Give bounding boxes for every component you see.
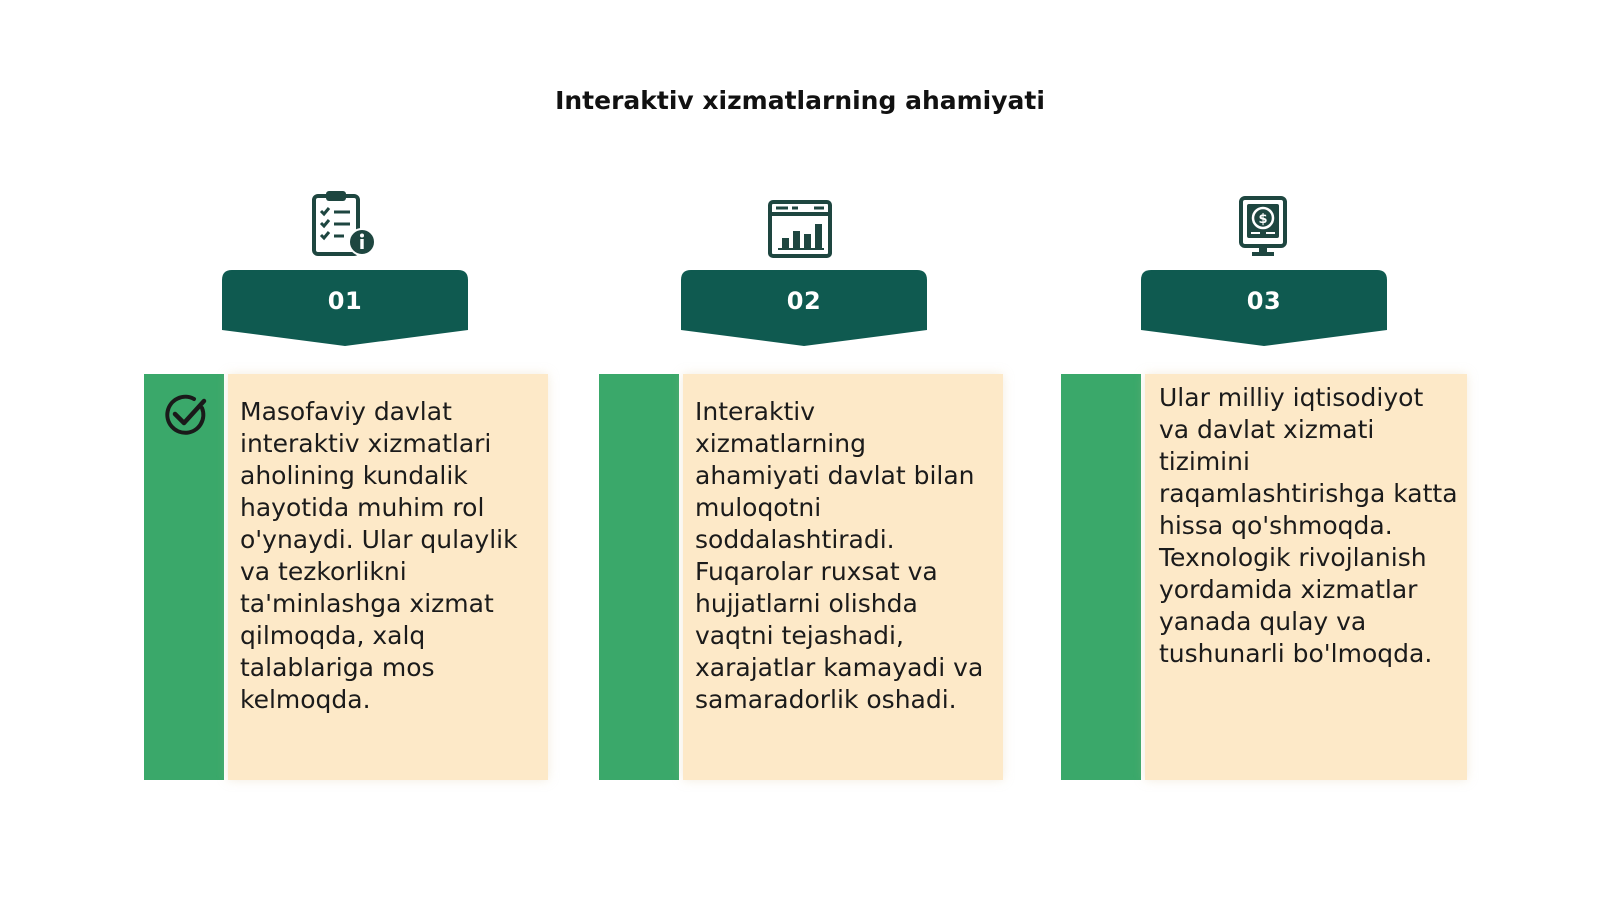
info-card — [683, 374, 1003, 780]
bar-chart-window-icon — [768, 200, 832, 262]
number-tab-03 — [1141, 270, 1387, 346]
number-tab-02 — [681, 270, 927, 346]
number-tab-01 — [222, 270, 468, 346]
card-text: Ular milliy iqtisodiyot va davlat xizmati tizimini raqamlashtirishga katta hissa qo'shmoqda. Texnologik rivojlanish yordamida xizmatlar yanada qulay va tushunarli bo'lmoqda. — [1159, 383, 1458, 668]
number-label: 02 — [786, 287, 822, 315]
page-title: Interaktiv xizmatlarning ahamiyati — [555, 86, 1045, 115]
number-label: 03 — [1246, 287, 1282, 315]
card-text: Masofaviy davlat interaktiv xizmatlari aholining kundalik hayotida muhim rol o'ynaydi. Ular qulaylik va tezkorlikni ta'minlashga xizmat qilmoqda, xalq talablariga mos kelmoqda. — [240, 397, 518, 714]
number-label: 01 — [327, 287, 363, 315]
dollar-monitor-icon — [1238, 196, 1288, 262]
accent-strip — [599, 374, 679, 780]
svg-text:$: $ — [1258, 212, 1268, 227]
accent-strip — [1061, 374, 1141, 780]
card-text: Interaktiv xizmatlarning ahamiyati davlat bilan muloqotni soddalashtiradi. Fuqarolar ruxsat va hujjatlarni olishda vaqtni tejashadi, xarajatlar kamayadi va samaradorlik oshadi. — [695, 397, 984, 714]
check-circle-icon — [162, 392, 208, 442]
info-card — [228, 374, 548, 780]
info-card — [1145, 374, 1467, 780]
accent-strip — [144, 374, 224, 780]
clipboard-info-icon — [310, 190, 380, 262]
